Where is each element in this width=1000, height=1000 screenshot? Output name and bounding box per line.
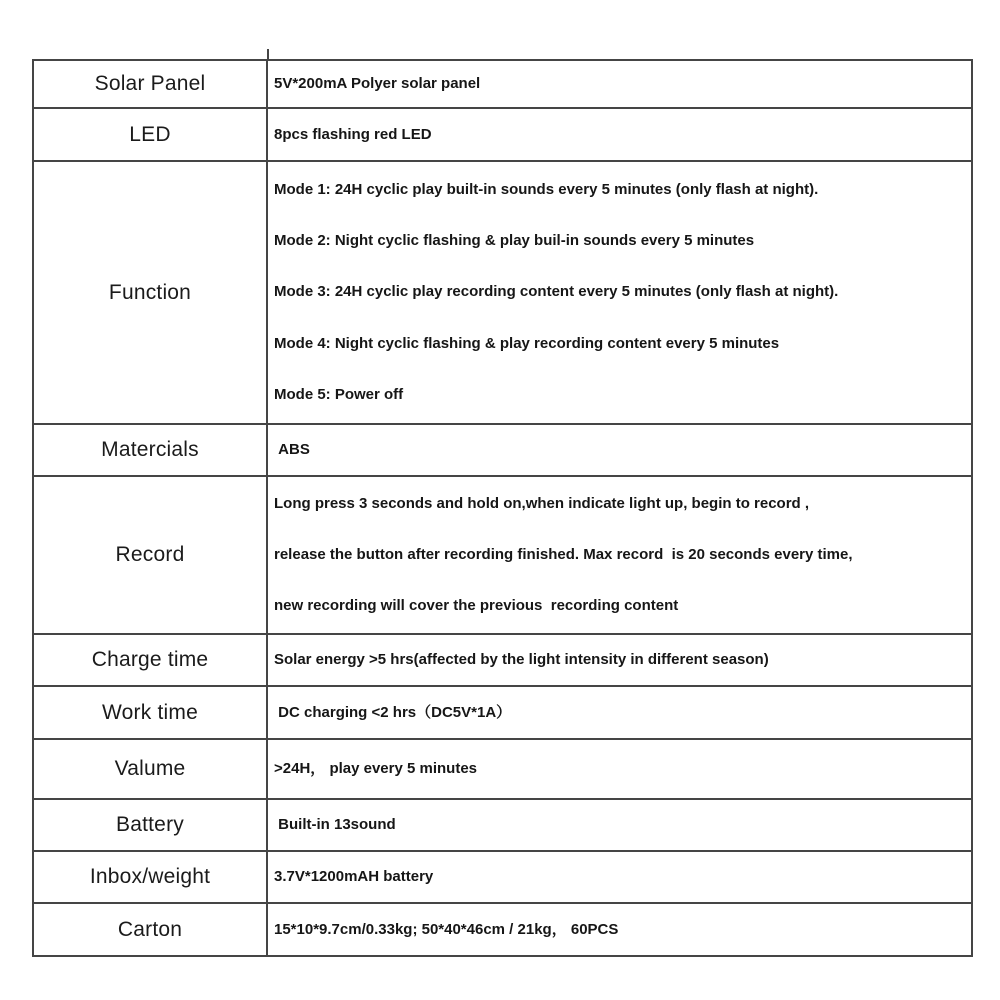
row-value-line: Mode 2: Night cyclic flashing & play buil-in sounds every 5 minutes <box>274 232 755 250</box>
row-label: Charge time <box>34 635 268 685</box>
row-value-text: 15*10*9.7cm/0.33kg; 50*40*46cm / 21kg， 60PCS <box>274 920 619 938</box>
table-row-record <box>34 477 971 635</box>
table-row-solar-panel <box>34 61 971 109</box>
row-value-text: 3.7V*1200mAH battery <box>274 868 434 885</box>
row-label: Valume <box>34 740 268 798</box>
row-value-line: Mode 1: 24H cyclic play built-in sounds every 5 minutes (only flash at night). <box>274 180 819 198</box>
row-label: Solar Panel <box>34 61 268 107</box>
row-label: Inbox/weight <box>34 852 268 902</box>
row-label: Matercials <box>34 425 268 475</box>
table-row-led <box>34 109 971 162</box>
row-value <box>268 162 971 423</box>
row-label: Function <box>34 162 268 423</box>
row-label: LED <box>34 109 268 160</box>
spec-table <box>32 59 973 957</box>
row-value <box>268 635 971 685</box>
row-value-text: 8pcs flashing red LED <box>274 125 432 143</box>
row-value <box>268 425 971 475</box>
table-row-battery <box>34 800 971 852</box>
row-value-text: >24H， play every 5 minutes <box>274 760 478 777</box>
row-value-line: Mode 5: Power off <box>274 386 404 404</box>
row-value-line: new recording will cover the previous recording content <box>274 596 679 614</box>
row-value-text: Solar energy >5 hrs(affected by the light intensity in different season) <box>274 651 769 668</box>
row-value <box>268 904 971 955</box>
table-row-materials <box>34 425 971 477</box>
row-value-line: Mode 4: Night cyclic flashing & play recording content every 5 minutes <box>274 334 780 352</box>
table-row-inbox-weight <box>34 852 971 904</box>
row-value-line: release the button after recording finished. Max record is 20 seconds every time, <box>274 545 853 563</box>
table-row-volume <box>34 740 971 800</box>
row-value-line: Mode 3: 24H cyclic play recording content every 5 minutes (only flash at night). <box>274 283 839 301</box>
row-value <box>268 740 971 798</box>
row-value <box>268 61 971 107</box>
row-value <box>268 477 971 633</box>
row-value <box>268 800 971 850</box>
table-row-charge-time <box>34 635 971 687</box>
row-value <box>268 109 971 160</box>
row-value-text: ABS <box>274 441 310 458</box>
row-value <box>268 852 971 902</box>
row-label: Battery <box>34 800 268 850</box>
row-value-text: 5V*200mA Polyer solar panel <box>274 75 481 92</box>
row-value-text: DC charging <2 hrs（DC5V*1A） <box>274 703 512 721</box>
row-value-line: Long press 3 seconds and hold on,when indicate light up, begin to record , <box>274 495 810 513</box>
table-row-carton <box>34 904 971 955</box>
row-value-text: Built-in 13sound <box>274 816 396 833</box>
table-row-function <box>34 162 971 425</box>
row-label: Work time <box>34 687 268 738</box>
table-row-work-time <box>34 687 971 740</box>
row-label: Carton <box>34 904 268 955</box>
row-value <box>268 687 971 738</box>
row-label: Record <box>34 477 268 633</box>
